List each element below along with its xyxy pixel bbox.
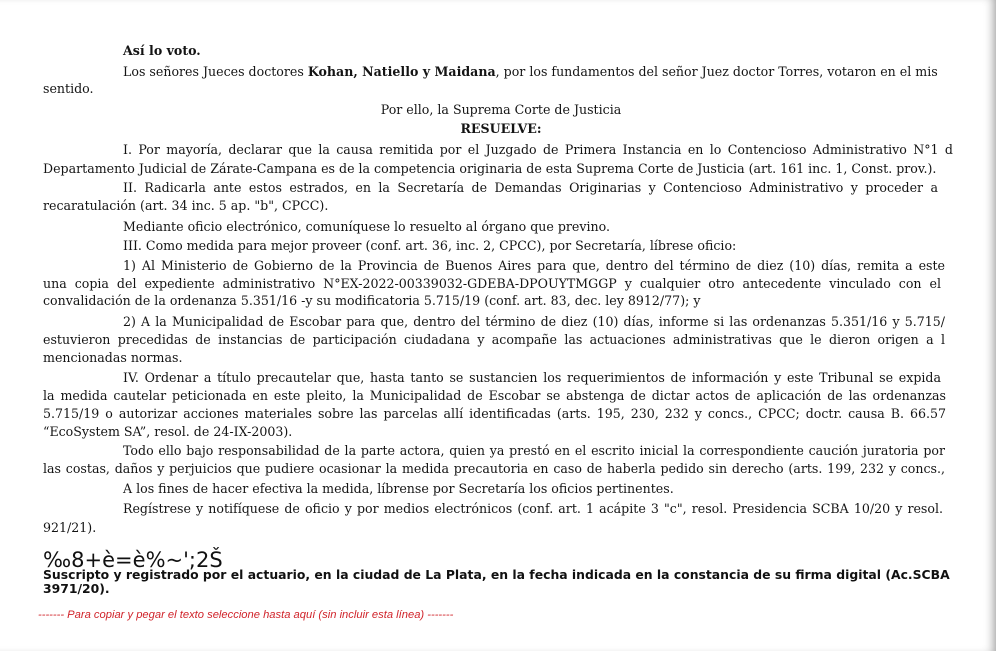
effective-measure: A los fines de hacer efectiva la medida, líbrense por Secretaría los oficios pertinentes. [123, 481, 674, 496]
responsibility-line-2: las costas, daños y perjuicios que pudiere ocasionar la medida precautoria en caso de haberla pedido sin derecho (arts. 199, 232 y concs., [43, 461, 945, 476]
court-intro: Por ello, la Suprema Corte de Justicia [380, 102, 622, 117]
judges-paragraph-line-2: sentido. [43, 81, 94, 96]
item-2-line-2: recaratulación (art. 34 inc. 5 ap. "b", CPCC). [43, 198, 329, 213]
item-4-line-1: IV. Ordenar a título precautelar que, hasta tanto se sustancien los requerimientos de información y este Tribunal se expida [123, 370, 941, 385]
item-2-line-1: II. Radicarla ante estos estrados, en la Secretaría de Demandas Originarias y Contencioso Administrativo y proceder a [123, 180, 938, 195]
garbled-signature-text: ‰8+è=è%~';2Š [43, 548, 223, 572]
item-3: III. Como medida para mejor proveer (conf. art. 36, inc. 2, CPCC), por Secretaría, líbrese oficio: [123, 238, 737, 253]
subscribed-line-2: 3971/20). [43, 581, 110, 596]
responsibility-line-1: Todo ello bajo responsabilidad de la parte actora, quien ya prestó en el escrito inicial la correspondiente caución juratoria por [123, 443, 945, 458]
register-line-2: 921/21). [43, 520, 97, 535]
resolves-heading: RESUELVE: [460, 121, 542, 136]
item-4-line-4: “EcoSystem SA”, resol. de 24-IX-2003). [43, 424, 293, 439]
item-1-line-2: Departamento Judicial de Zárate-Campana es de la competencia originaria de esta Suprema Corte de Justicia (art. 161 inc. 1, Const. prov.). [43, 161, 937, 176]
sub-2-line-3: mencionadas normas. [43, 350, 183, 365]
sub-2-line-1: 2) A la Municipalidad de Escobar para que, dentro del término de diez (10) días, informe si las ordenanzas 5.351/16 y 5.715/ [123, 314, 945, 329]
item-4-line-2: la medida cautelar peticionada en este pleito, la Municipalidad de Escobar se abstenga de dictar actos de aplicación de las ordenanzas [43, 388, 946, 403]
sub-1-line-3: convalidación de la ordenanza 5.351/16 -y su modificatoria 5.715/19 (conf. art. 83, dec. ley 8912/77); y [43, 293, 701, 308]
sub-2-line-2: estuvieron precedidas de instancias de participación ciudadana y acompañe las actuaciones administrativas que le dieron origen a l [43, 332, 945, 347]
register-line-1: Regístrese y notifíquese de oficio y por medios electrónicos (conf. art. 1 acápite 3 "c", resol. Presidencia SCBA 10/20 y resol. [123, 501, 943, 516]
sub-1-line-1: 1) Al Ministerio de Gobierno de la Provincia de Buenos Aires para que, dentro del término de diez (10) días, remita a este [123, 258, 945, 273]
vote-heading: Así lo voto. [123, 43, 201, 58]
item-1-line-1: I. Por mayoría, declarar que la causa remitida por el Juzgado de Primera Instancia en lo Contencioso Administrativo N°1 d [123, 142, 953, 157]
judges-names: Kohan, Natiello y Maidana [307, 64, 496, 79]
judges-paragraph-line-1: Los señores Jueces doctores Kohan, Natiello y Maidana, por los fundamentos del señor Juez doctor Torres, votaron en el mis [123, 64, 938, 79]
electronic-notice: Mediante oficio electrónico, comuníquese lo resuelto al órgano que previno. [123, 219, 610, 234]
sub-1-line-2: una copia del expediente administrativo N°EX-2022-00339032-GDEBA-DPOUYTMGGP y cualquier otro antecedente vinculado con el [43, 276, 941, 291]
item-4-line-3: 5.715/19 o autorizar acciones materiales sobre las parcelas allí identificadas (arts. 195, 230, 232 y concs., CPCC; doctr. causa B. 66.57 [43, 406, 946, 421]
copy-paste-notice: ------- Para copiar y pegar el texto seleccione hasta aquí (sin incluir esta línea) ------- [38, 609, 454, 621]
subscribed-line-1: Suscripto y registrado por el actuario, en la ciudad de La Plata, en la fecha indicada en la constancia de su firma digital (Ac.SCBA [43, 567, 950, 582]
